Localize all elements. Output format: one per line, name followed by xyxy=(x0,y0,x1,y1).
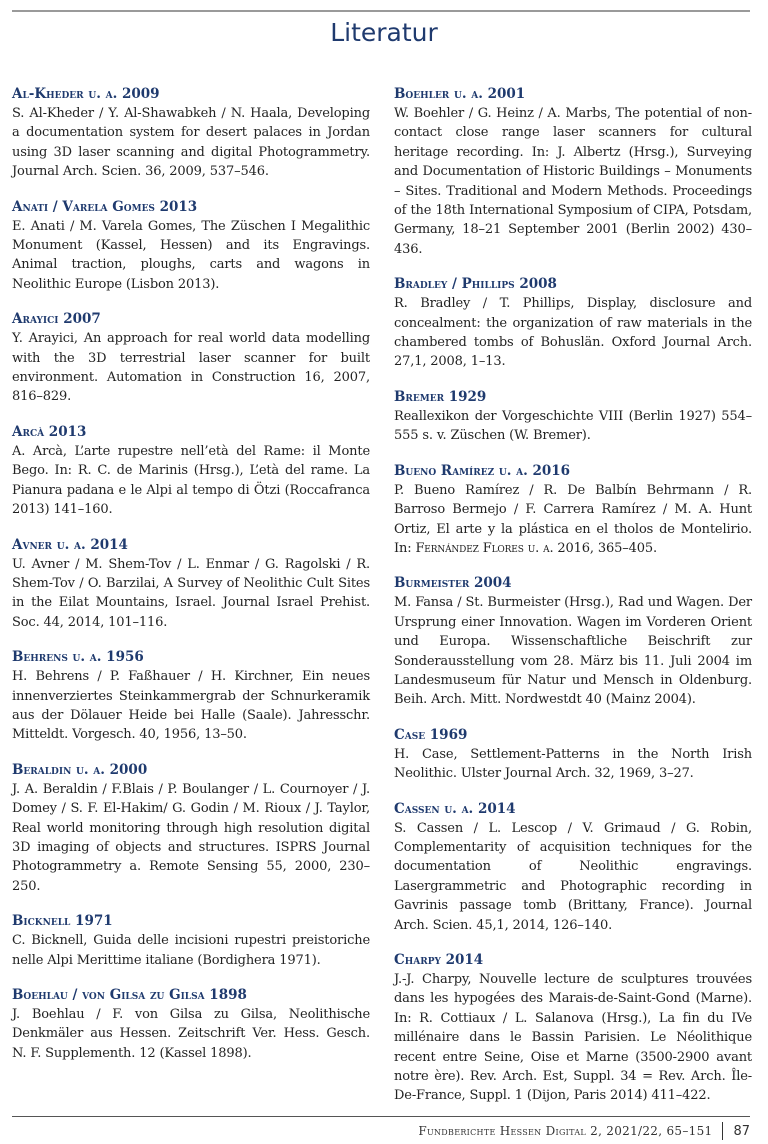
right-column xyxy=(394,86,752,1123)
entry-text: E. Anati / M. Varela Gomes, The Züschen I Megalithic Monument (Kassel, Hessen) and its Engravings. Animal traction, ploughs, carts and wagons in Neolithic Europe (Lisbon 2013). xyxy=(12,218,370,292)
bib-entry xyxy=(394,575,752,709)
bib-entry xyxy=(394,463,752,559)
entry-heading: Burmeister 2004 xyxy=(394,575,512,592)
bib-entry xyxy=(394,389,752,446)
page-footer xyxy=(418,1122,750,1140)
bib-entry xyxy=(394,952,752,1106)
entry-heading: Avner u. a. 2014 xyxy=(12,536,128,553)
bib-entry xyxy=(394,276,752,372)
footer-journal: Fundberichte Hessen Digital 2, 2021/22, 65–151 xyxy=(418,1124,713,1138)
entry-text: Y. Arayici, An approach for real world data modelling with the 3D terrestrial laser scanner for built environment. Automation in Construction 16, 2007, 816–829. xyxy=(12,331,370,405)
bib-entry xyxy=(394,801,752,935)
entry-heading: Beraldin u. a. 2000 xyxy=(12,761,148,778)
entry-heading: Boehler u. a. 2001 xyxy=(394,86,526,102)
entry-heading: Anati / Varela Gomes 2013 xyxy=(12,198,198,215)
bib-entry xyxy=(394,86,752,259)
entry-text: C. Bicknell, Guida delle incisioni rupestri preistoriche nelle Alpi Merittime italiane (Bordighera 1971). xyxy=(12,933,370,968)
entry-text: A. Arcà, L’arte rupestre nell’età del Rame: il Monte Bego. In: R. C. de Marinis (Hrsg.), L’età del rame. La Pianura padana e le Alpi al tempo di Ötzi (Roccafranca 2013) 141–160. xyxy=(12,443,370,518)
entry-heading: Bradley / Phillips 2008 xyxy=(394,276,557,293)
entry-heading: Cassen u. a. 2014 xyxy=(394,800,516,817)
entry-text-tail: 2016, 365–405. xyxy=(557,540,657,556)
entry-text: S. Cassen / L. Lescop / V. Grimaud / G. Robin, Complementarity of acquisition techniques for the documentation of Neolithic engravings. Lasergrammetric and Photographic recording in Gavrinis passage tomb (Brittany, France). Journal Arch. Scien. 45,1, 2014, 126–140. xyxy=(394,820,752,933)
page-number: 87 xyxy=(733,1123,750,1139)
entry-text: S. Al-Kheder / Y. Al-Shawabkeh / N. Haala, Developing a documentation system for desert palaces in Jordan using 3D laser scanning and digital Photogrammetry. Journal Arch. Scien. 36, 2009, 537–546. xyxy=(12,106,370,180)
page-title: Literatur xyxy=(330,18,438,47)
bib-entry xyxy=(12,649,370,745)
bib-entry xyxy=(12,199,370,295)
bib-entry xyxy=(12,762,370,896)
entry-heading: Bueno Ramírez u. a. 2016 xyxy=(394,462,571,479)
entry-text: M. Fansa / St. Burmeister (Hrsg.), Rad und Wagen. Der Ursprung einer Innovation. Wagen im Vorderen Orient und Europa. Wissenschaftliche Beischrift zur Sonderausstellung vom 28. März bis 11. Juli 2004 im Landesmuseum für Natur und Mensch in Oldenburg. Beih. Arch. Mitt. Nordwestdt 40 (Mainz 2004). xyxy=(394,595,752,708)
entry-heading: Boehlau / von Gilsa zu Gilsa 1898 xyxy=(12,987,247,1003)
bib-entry xyxy=(12,987,370,1063)
bib-entry xyxy=(12,86,370,182)
entry-text xyxy=(394,481,752,559)
entry-text: W. Boehler / G. Heinz / A. Marbs, The potential of non-contact close range laser scanners for cultural heritage recording. In: J. Albertz (Hrsg.), Surveying and Documentation of Historic Buildings – Monuments – Sites. Traditional and Modern Methods. Proceedings of the 18th International Symposium of CIPA, Potsdam, Germany, 18–21 September 2001 (Berlin 2002) 430–436. xyxy=(394,106,752,257)
bib-entry xyxy=(12,424,370,520)
entry-text: J. A. Beraldin / F.Blais / P. Boulanger / L. Cournoyer / J. Domey / S. F. El-Hakim/ G. Godin / M. Rioux / J. Taylor, Real world monitoring through high resolution digital 3D imaging of objects and structures. ISPRS Journal Photogrammetry a. Remote Sensing 55, 2000, 230–250. xyxy=(12,781,370,894)
entry-heading: Bicknell 1971 xyxy=(12,913,113,930)
entry-text: R. Bradley / T. Phillips, Display, disclosure and concealment: the organization of raw materials in the chambered tombs of Bohuslän. Oxford Journal Arch. 27,1, 2008, 1–13. xyxy=(394,296,752,370)
entry-text: U. Avner / M. Shem-Tov / L. Enmar / G. Ragolski / R. Shem-Tov / O. Barzilai, A Survey of Neolithic Cult Sites in the Eilat Mountains, Israel. Journal Israel Prehist. Soc. 44, 2014, 101–116. xyxy=(12,556,370,630)
entry-heading: Charpy 2014 xyxy=(394,952,484,968)
footer-separator xyxy=(722,1122,723,1140)
entry-heading: Case 1969 xyxy=(394,726,468,743)
bib-entry xyxy=(12,311,370,407)
entry-text: J.-J. Charpy, Nouvelle lecture de sculptures trouvées dans les hypogées des Marais-de-Saint-Gond (Marne). In: R. Cottiaux / L. Salanova (Hrsg.), La fin du IVe millénaire dans le Bassin Parisien. Le Néolithique recent entre Seine, Oise et Marne (3500-2900 avant notre ère). Rev. Arch. Est, Suppl. 34 = Rev. Arch. Île-De-France, Suppl. 1 (Dijon, Paris 2014) 411–422. xyxy=(394,972,752,1104)
entry-heading: Arayici 2007 xyxy=(12,311,101,328)
bib-entry xyxy=(12,913,370,970)
entry-heading: Al-Kheder u. a. 2009 xyxy=(12,86,160,102)
entry-text: H. Case, Settlement-Patterns in the North Irish Neolithic. Ulster Journal Arch. 32, 1969, 3–27. xyxy=(394,746,752,782)
cross-reference: Fernández Flores u. a. xyxy=(415,540,554,556)
bib-entry xyxy=(12,537,370,633)
entry-text-main: P. Bueno Ramírez / R. De Balbín Behrmann / R. Barroso Bermejo / F. Carrera Ramírez / M. A. Hunt Ortiz, El arte y la plástica en el tholos de Montelirio. In: xyxy=(394,482,752,556)
footer-rule xyxy=(12,1116,750,1117)
entry-text: Reallexikon der Vorgeschichte VIII (Berlin 1927) 554–555 s. v. Züschen (W. Bremer). xyxy=(394,408,752,444)
entry-text: J. Boehlau / F. von Gilsa zu Gilsa, Neolithische Denkmäler aus Hessen. Zeitschrift Ver. Hess. Gesch. N. F. Supplementh. 12 (Kassel 1898). xyxy=(12,1007,370,1061)
top-rule xyxy=(12,10,750,12)
entry-heading: Behrens u. a. 1956 xyxy=(12,649,144,666)
left-column xyxy=(12,86,370,1080)
entry-heading: Bremer 1929 xyxy=(394,388,487,405)
bib-entry xyxy=(394,727,752,784)
entry-text: H. Behrens / P. Faßhauer / H. Kirchner, Ein neues innenverziertes Steinkammergrab der Schnurkeramik aus der Dölauer Heide bei Halle (Saale). Jahresschr. Mitteldt. Vorgesch. 40, 1956, 13–50. xyxy=(12,669,370,743)
entry-heading: Arcà 2013 xyxy=(12,423,87,440)
